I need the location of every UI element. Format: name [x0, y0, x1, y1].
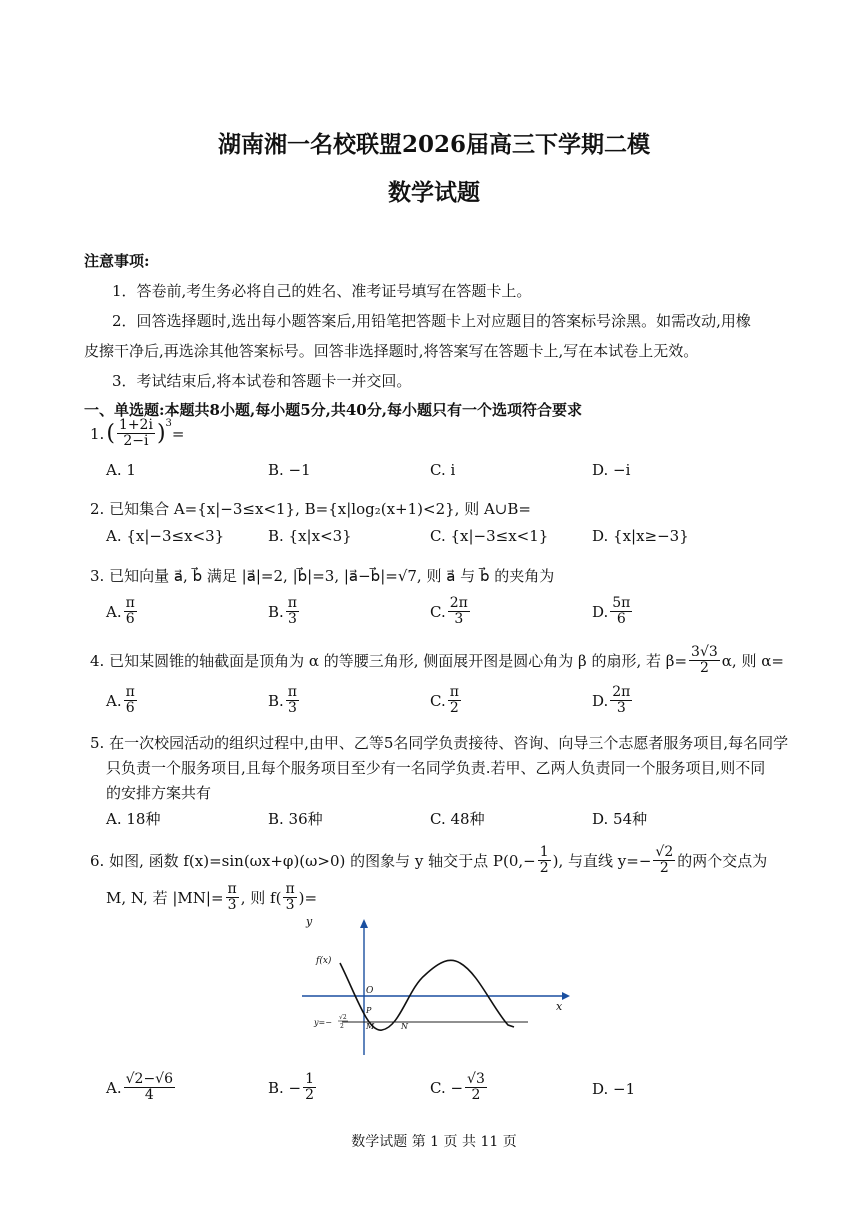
q4-option-b-label: B.	[268, 691, 284, 710]
q3-a-den: 6	[125, 611, 135, 628]
line-label-num: √2	[339, 1014, 347, 1021]
q1-numerator: 1+2i	[118, 417, 153, 433]
q3-b-num: π	[287, 595, 297, 611]
q6-option-c-label: C. −	[430, 1078, 464, 1097]
y-axis-arrow-icon	[360, 919, 368, 928]
page-title: 湖南湘一名校联盟2026届高三下学期二模	[217, 131, 650, 158]
notice-item-3: 3．考试结束后,将本试卷和答题卡一并交回。	[112, 372, 412, 390]
notice-heading: 注意事项:	[84, 252, 150, 270]
q4-b-num: π	[287, 684, 297, 700]
q1-option-a: A. 1	[106, 461, 136, 479]
q6-l1-a: 6. 如图, 函数 f(x)=sin(ωx+φ)(ω>0) 的图象与 y 轴交于点 P(0,−	[90, 852, 536, 871]
curve-label: f(x)	[316, 956, 332, 966]
origin-label: O	[366, 986, 374, 996]
q3-option-c	[430, 596, 472, 628]
q2-option-d: D. {x|x≥−3}	[592, 527, 689, 545]
question-6-line-2	[106, 882, 317, 914]
question-3-stem: 3. 已知向量 a⃗, b⃗ 满足 |a⃗|=2, |b⃗|=3, |a⃗−b⃗|=√7, 则 a⃗ 与 b⃗ 的夹角为	[90, 567, 555, 585]
q3-option-a	[106, 596, 139, 628]
q6-option-b	[268, 1072, 318, 1104]
q5-option-b: B. 36种	[268, 810, 323, 828]
q6-l2-n1: π	[227, 881, 237, 897]
q1-option-b: B. −1	[268, 461, 311, 479]
q1-prefix: 1.	[90, 424, 105, 443]
x-axis-arrow-icon	[562, 992, 570, 1000]
q2-option-b: B. {x|x<3}	[268, 527, 352, 545]
q4-option-a-label: A.	[106, 691, 122, 710]
question-5-line-2: 只负责一个服务项目,且每个服务项目至少有一名同学负责.若甲、乙两人负责同一个服务项目,则不同	[106, 759, 766, 777]
q6-l1-d2: 2	[659, 860, 669, 877]
page-subtitle: 数学试题	[388, 179, 480, 206]
q1-fraction	[117, 418, 155, 450]
q6-b-den: 2	[305, 1087, 315, 1104]
q3-option-c-label: C.	[430, 602, 446, 621]
q6-figure	[300, 915, 580, 1065]
q6-l2-d2: 3	[285, 897, 295, 914]
q6-l2-c: )=	[298, 888, 318, 907]
q4-b-den: 3	[287, 700, 297, 717]
line-label-den: 2	[340, 1023, 344, 1030]
q6-a-den: 4	[144, 1087, 154, 1104]
q6-option-a-label: A.	[106, 1078, 122, 1097]
q4-d-den: 3	[616, 700, 626, 717]
q3-d-num: 5π	[612, 595, 631, 611]
q4-option-b	[268, 685, 301, 717]
q4-frac-num: 3√3	[691, 644, 718, 660]
q1-option-d: D. −i	[592, 461, 631, 479]
section-heading: 一、单选题:本题共8小题,每小题5分,共40分,每小题只有一个选项符合要求	[84, 401, 582, 419]
notice-item-2: 2．回答选择题时,选出每小题答案后,用铅笔把答题卡上对应题目的答案标号涂黑。如需改动,用橡	[112, 312, 751, 330]
point-m-label: M	[366, 1022, 375, 1031]
question-1-stem: 1. ( $\frac{1+2i}{2-i}$ ) $^3$ =	[90, 417, 185, 450]
q4-option-d-label: D.	[592, 691, 609, 710]
q3-option-d	[592, 596, 634, 628]
q4-c-den: 2	[449, 700, 459, 717]
q5-option-a: A. 18种	[106, 810, 161, 828]
q6-b-num: 1	[305, 1071, 315, 1087]
q6-option-a	[106, 1072, 177, 1104]
q4-frac-den: 2	[699, 660, 709, 677]
q1-exponent: 3	[165, 418, 172, 429]
q4-option-d	[592, 685, 634, 717]
q1-option-c: C. i	[430, 461, 456, 479]
q4-option-a	[106, 685, 139, 717]
q6-l2-d1: 3	[227, 897, 237, 914]
question-5-line-1: 5. 在一次校园活动的组织过程中,由甲、乙等5名同学负责接待、咨询、向导三个志愿者服务项目,每名同学	[90, 734, 789, 752]
q6-l1-b: ), 与直线 y=−	[552, 852, 652, 871]
y-axis-label: y	[306, 915, 313, 928]
question-6-line-1	[90, 845, 767, 877]
q3-b-den: 3	[287, 611, 297, 628]
q6-l2-b: , 则 f(	[240, 889, 282, 908]
line-label-prefix: y=−	[314, 1018, 332, 1027]
point-p-label: P	[366, 1006, 372, 1015]
notice-item-2-cont: 皮擦干净后,再选涂其他答案标号。回答非选择题时,将答案写在答题卡上,写在本试卷上无效。	[84, 342, 699, 360]
q3-option-b-label: B.	[268, 602, 284, 621]
question-4-stem	[90, 645, 784, 677]
q4-c-num: π	[449, 684, 459, 700]
q3-option-b	[268, 596, 301, 628]
q1-denominator: 2−i	[123, 433, 149, 450]
q6-option-d: D. −1	[592, 1080, 636, 1098]
q6-l1-n1: 1	[539, 844, 549, 860]
q6-l2-a: M, N, 若 |MN|=	[106, 889, 224, 908]
notice-item-1: 1．答卷前,考生务必将自己的姓名、准考证号填写在答题卡上。	[112, 282, 532, 300]
q3-c-den: 3	[454, 611, 464, 628]
q3-option-a-label: A.	[106, 602, 122, 621]
x-axis-label: x	[556, 1000, 563, 1013]
q4-d-num: 2π	[612, 684, 631, 700]
q3-a-num: π	[125, 595, 135, 611]
q4-option-c	[430, 685, 463, 717]
q3-d-den: 6	[616, 611, 626, 628]
question-5-line-3: 的安排方案共有	[106, 784, 212, 802]
q2-option-c: C. {x|−3≤x<1}	[430, 527, 549, 545]
q6-option-b-label: B. −	[268, 1078, 302, 1097]
q6-l1-d1: 2	[539, 860, 549, 877]
q3-option-d-label: D.	[592, 602, 609, 621]
point-n-label: N	[401, 1022, 408, 1031]
page-footer: 数学试题 第 1 页 共 11 页	[351, 1134, 517, 1150]
q6-l1-n2: √2	[655, 844, 674, 860]
q5-option-d: D. 54种	[592, 810, 648, 828]
q6-a-num: √2−√6	[125, 1071, 173, 1087]
q3-c-num: 2π	[449, 595, 468, 611]
q1-suffix: =	[171, 424, 185, 443]
q6-l1-c: 的两个交点为	[677, 852, 768, 871]
q6-c-num: √3	[467, 1071, 485, 1087]
q5-option-c: C. 48种	[430, 810, 485, 828]
q2-option-a: A. {x|−3≤x<3}	[106, 527, 225, 545]
q4-a-num: π	[125, 684, 135, 700]
q6-option-c	[430, 1072, 489, 1104]
q4-a-den: 6	[125, 700, 135, 717]
q6-l2-n2: π	[285, 881, 295, 897]
question-2-stem: 2. 已知集合 A={x|−3≤x<1}, B={x|log₂(x+1)<2}, 则 A∪B=	[90, 500, 531, 518]
q4-stem-a: 4. 已知某圆锥的轴截面是顶角为 α 的等腰三角形, 侧面展开图是圆心角为 β 的扇形, 若 β=	[90, 652, 688, 671]
q4-stem-b: α, 则 α=	[721, 652, 784, 671]
q6-c-den: 2	[471, 1087, 481, 1104]
q4-option-c-label: C.	[430, 691, 446, 710]
